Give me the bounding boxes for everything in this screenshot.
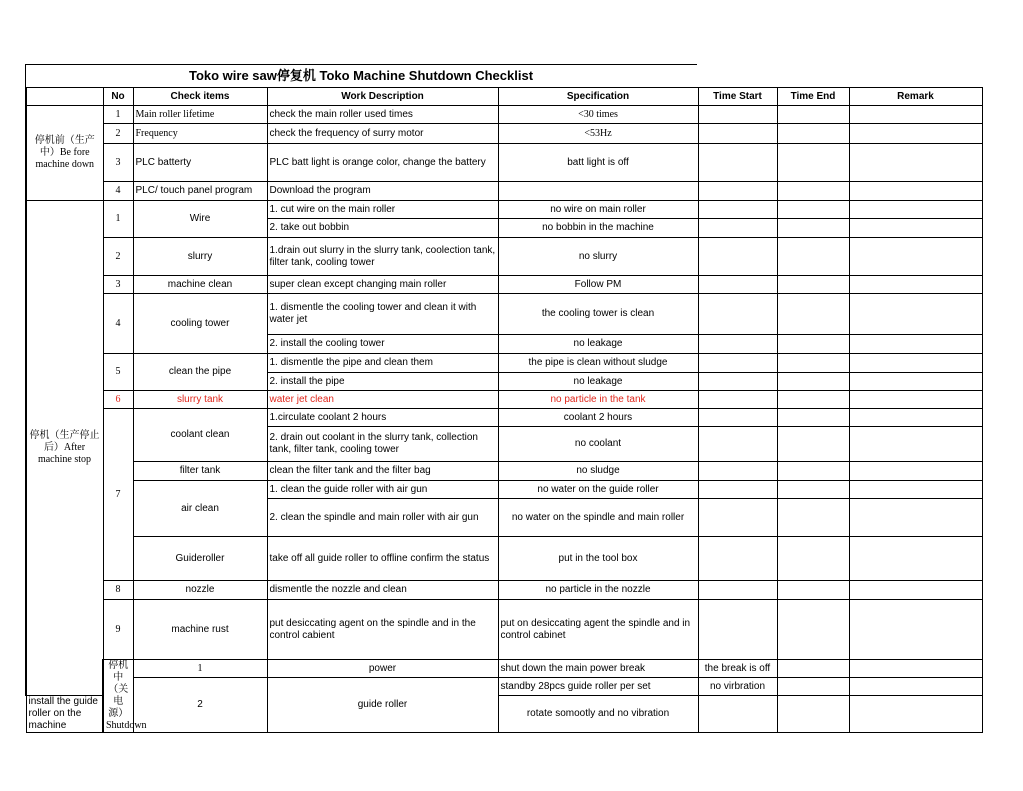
work-description: water jet clean	[267, 391, 498, 409]
table-row	[26, 537, 982, 581]
header-time-end: Time End	[777, 88, 849, 106]
header-remark: Remark	[849, 88, 982, 106]
remark-cell[interactable]	[849, 144, 982, 182]
remark-cell[interactable]	[849, 335, 982, 354]
table-row	[26, 391, 982, 409]
remark-cell[interactable]	[849, 276, 982, 294]
time-start-cell[interactable]	[698, 238, 777, 276]
time-end-cell[interactable]	[849, 660, 982, 678]
remark-cell[interactable]	[849, 219, 982, 238]
check-item: machine rust	[133, 600, 267, 660]
table-row	[26, 238, 982, 276]
time-start-cell[interactable]	[777, 678, 849, 696]
table-row	[26, 144, 982, 182]
specification: no virbration	[698, 678, 777, 696]
header-check-items: Check items	[133, 88, 267, 106]
check-item: clean the pipe	[133, 354, 267, 391]
remark-cell[interactable]	[849, 354, 982, 373]
remark-cell[interactable]	[849, 409, 982, 427]
work-description: put desiccating agent on the spindle and in the control cabient	[267, 600, 498, 660]
table-row	[26, 660, 982, 678]
work-description: install the guide roller on the machine	[26, 696, 103, 733]
row-no: 9	[103, 600, 133, 660]
header-work-description: Work Description	[267, 88, 498, 106]
specification: put on desiccating agent the spindle and in control cabinet	[498, 600, 698, 660]
time-start-cell[interactable]	[698, 124, 777, 144]
specification: the break is off	[698, 660, 777, 678]
work-description: PLC batt light is orange color, change the battery	[267, 144, 498, 182]
check-item: Main roller lifetime	[133, 106, 267, 124]
specification: coolant 2 hours	[498, 409, 698, 427]
work-description: 2. take out bobbin	[267, 219, 498, 238]
row-no: 8	[103, 581, 133, 600]
specification: no slurry	[498, 238, 698, 276]
table-row	[26, 201, 982, 219]
check-item: air clean	[133, 481, 267, 537]
work-description: dismentle the nozzle and clean	[267, 581, 498, 600]
specification: no particle in the nozzle	[498, 581, 698, 600]
specification: no sludge	[498, 462, 698, 481]
check-item: cooling tower	[133, 294, 267, 354]
table-row	[26, 462, 982, 481]
time-start-cell[interactable]	[698, 581, 777, 600]
remark-cell[interactable]	[849, 238, 982, 276]
time-end-cell[interactable]	[777, 537, 849, 581]
row-no: 1	[133, 660, 267, 678]
stage-after-label: 停机（生产停止后）After machine stop	[26, 201, 103, 696]
table-row	[26, 106, 982, 124]
specification: no particle in the tank	[498, 391, 698, 409]
time-start-cell[interactable]	[698, 391, 777, 409]
time-end-cell[interactable]	[777, 201, 849, 219]
header-row	[26, 88, 982, 106]
time-end-cell[interactable]	[777, 696, 849, 733]
header-specification: Specification	[498, 88, 698, 106]
row-no: 2	[103, 238, 133, 276]
time-start-cell[interactable]	[698, 106, 777, 124]
check-item: power	[267, 660, 498, 678]
time-end-cell[interactable]	[777, 106, 849, 124]
work-description: take off all guide roller to offline confirm the status	[267, 537, 498, 581]
time-end-cell[interactable]	[777, 276, 849, 294]
time-end-cell[interactable]	[777, 581, 849, 600]
time-start-cell[interactable]	[698, 696, 777, 733]
specification: put in the tool box	[498, 537, 698, 581]
specification: <53Hz	[498, 124, 698, 144]
time-end-cell[interactable]	[777, 144, 849, 182]
time-start-cell[interactable]	[698, 219, 777, 238]
row-no: 5	[103, 354, 133, 391]
time-end-cell[interactable]	[777, 600, 849, 660]
header-time-start: Time Start	[698, 88, 777, 106]
remark-cell[interactable]	[849, 182, 982, 201]
row-no: 2	[103, 124, 133, 144]
time-start-cell[interactable]	[698, 427, 777, 462]
time-start-cell[interactable]	[698, 462, 777, 481]
check-item: PLC batterty	[133, 144, 267, 182]
table-row	[26, 481, 982, 499]
work-description: shut down the main power break	[498, 660, 698, 678]
specification: Follow PM	[498, 276, 698, 294]
table-row	[26, 294, 982, 335]
remark-cell[interactable]	[849, 499, 982, 537]
time-end-cell[interactable]	[777, 462, 849, 481]
time-start-cell[interactable]	[698, 276, 777, 294]
check-item: PLC/ touch panel program	[133, 182, 267, 201]
time-end-cell[interactable]	[777, 124, 849, 144]
time-start-cell[interactable]	[698, 600, 777, 660]
row-no: 2	[133, 678, 267, 733]
time-start-cell[interactable]	[698, 481, 777, 499]
time-start-cell[interactable]	[698, 144, 777, 182]
time-end-cell[interactable]	[777, 409, 849, 427]
time-start-cell[interactable]	[698, 499, 777, 537]
time-start-cell[interactable]	[698, 335, 777, 354]
work-description: 1.drain out slurry in the slurry tank, coolection tank, filter tank, cooling tower	[267, 238, 498, 276]
row-no: 4	[103, 294, 133, 354]
time-start-cell[interactable]	[698, 409, 777, 427]
remark-cell[interactable]	[849, 201, 982, 219]
time-end-cell[interactable]	[777, 219, 849, 238]
row-no: 4	[103, 182, 133, 201]
stage-shutdown-label: 停机中（关电源）Shutdown	[103, 660, 133, 733]
time-end-cell[interactable]	[777, 294, 849, 335]
time-start-cell[interactable]	[698, 537, 777, 581]
table-row	[26, 124, 982, 144]
time-start-cell[interactable]	[777, 660, 849, 678]
specification: no bobbin in the machine	[498, 219, 698, 238]
page-title: Toko wire saw停复机 Toko Machine Shutdown Checklist	[188, 68, 534, 83]
work-description: 1. clean the guide roller with air gun	[267, 481, 498, 499]
checklist-table	[25, 87, 983, 733]
work-description: check the frequency of surry motor	[267, 124, 498, 144]
row-no: 3	[103, 144, 133, 182]
work-description: 1. dismentle the cooling tower and clean it with water jet	[267, 294, 498, 335]
table-row	[26, 276, 982, 294]
time-start-cell[interactable]	[698, 354, 777, 373]
header-no: No	[103, 88, 133, 106]
time-end-cell[interactable]	[777, 481, 849, 499]
specification: no leakage	[498, 335, 698, 354]
remark-cell[interactable]	[849, 106, 982, 124]
remark-cell[interactable]	[849, 481, 982, 499]
remark-cell[interactable]	[849, 600, 982, 660]
stage-before-label: 停机前（生产中）Be fore machine down	[26, 106, 103, 201]
check-item: coolant clean	[133, 409, 267, 462]
specification: rotate somootly and no vibration	[498, 696, 698, 733]
time-end-cell[interactable]	[777, 427, 849, 462]
check-item: filter tank	[133, 462, 267, 481]
specification: no wire on main roller	[498, 201, 698, 219]
work-description: check the main roller used times	[267, 106, 498, 124]
time-end-cell[interactable]	[777, 335, 849, 354]
check-item: machine clean	[133, 276, 267, 294]
check-item: Frequency	[133, 124, 267, 144]
row-no: 1	[103, 106, 133, 124]
work-description: 1. cut wire on the main roller	[267, 201, 498, 219]
check-item: nozzle	[133, 581, 267, 600]
specification: no leakage	[498, 373, 698, 391]
table-row	[26, 354, 982, 373]
remark-cell[interactable]	[849, 696, 982, 733]
specification: the cooling tower is clean	[498, 294, 698, 335]
time-end-cell[interactable]	[777, 354, 849, 373]
remark-cell[interactable]	[849, 462, 982, 481]
check-item: slurry tank	[133, 391, 267, 409]
remark-cell[interactable]	[849, 537, 982, 581]
remark-cell[interactable]	[849, 427, 982, 462]
row-no: 7	[103, 409, 133, 581]
table-row	[26, 600, 982, 660]
work-description: 2. install the cooling tower	[267, 335, 498, 354]
header-stage	[26, 88, 103, 106]
remark-cell[interactable]	[849, 391, 982, 409]
check-item: Wire	[133, 201, 267, 238]
check-item: slurry	[133, 238, 267, 276]
specification: no water on the spindle and main roller	[498, 499, 698, 537]
time-start-cell[interactable]	[698, 373, 777, 391]
specification: batt light is off	[498, 144, 698, 182]
remark-cell[interactable]	[849, 294, 982, 335]
time-end-cell[interactable]	[777, 182, 849, 201]
row-no: 6	[103, 391, 133, 409]
work-description: 1. dismentle the pipe and clean them	[267, 354, 498, 373]
row-no: 1	[103, 201, 133, 238]
time-start-cell[interactable]	[698, 182, 777, 201]
table-row	[26, 581, 982, 600]
time-end-cell[interactable]	[777, 373, 849, 391]
check-item: Guideroller	[133, 537, 267, 581]
specification: the pipe is clean without sludge	[498, 354, 698, 373]
work-description: super clean except changing main roller	[267, 276, 498, 294]
remark-cell[interactable]	[849, 373, 982, 391]
table-row	[26, 182, 982, 201]
check-item: guide roller	[267, 678, 498, 733]
specification: <30 times	[498, 106, 698, 124]
specification	[498, 182, 698, 201]
specification: no coolant	[498, 427, 698, 462]
row-no: 3	[103, 276, 133, 294]
work-description: Download the program	[267, 182, 498, 201]
time-end-cell[interactable]	[777, 499, 849, 537]
time-end-cell[interactable]	[777, 391, 849, 409]
time-end-cell[interactable]	[849, 678, 982, 696]
remark-cell[interactable]	[849, 124, 982, 144]
specification: no water on the guide roller	[498, 481, 698, 499]
time-end-cell[interactable]	[777, 238, 849, 276]
time-start-cell[interactable]	[698, 201, 777, 219]
table-row	[26, 678, 982, 696]
work-description: 2. install the pipe	[267, 373, 498, 391]
remark-cell[interactable]	[849, 581, 982, 600]
work-description: 2. clean the spindle and main roller with air gun	[267, 499, 498, 537]
work-description: 2. drain out coolant in the slurry tank, collection tank, filter tank, cooling tower	[267, 427, 498, 462]
table-row	[26, 409, 982, 427]
work-description: 1.circulate coolant 2 hours	[267, 409, 498, 427]
time-start-cell[interactable]	[698, 294, 777, 335]
work-description: clean the filter tank and the filter bag	[267, 462, 498, 481]
work-description: standby 28pcs guide roller per set	[498, 678, 698, 696]
